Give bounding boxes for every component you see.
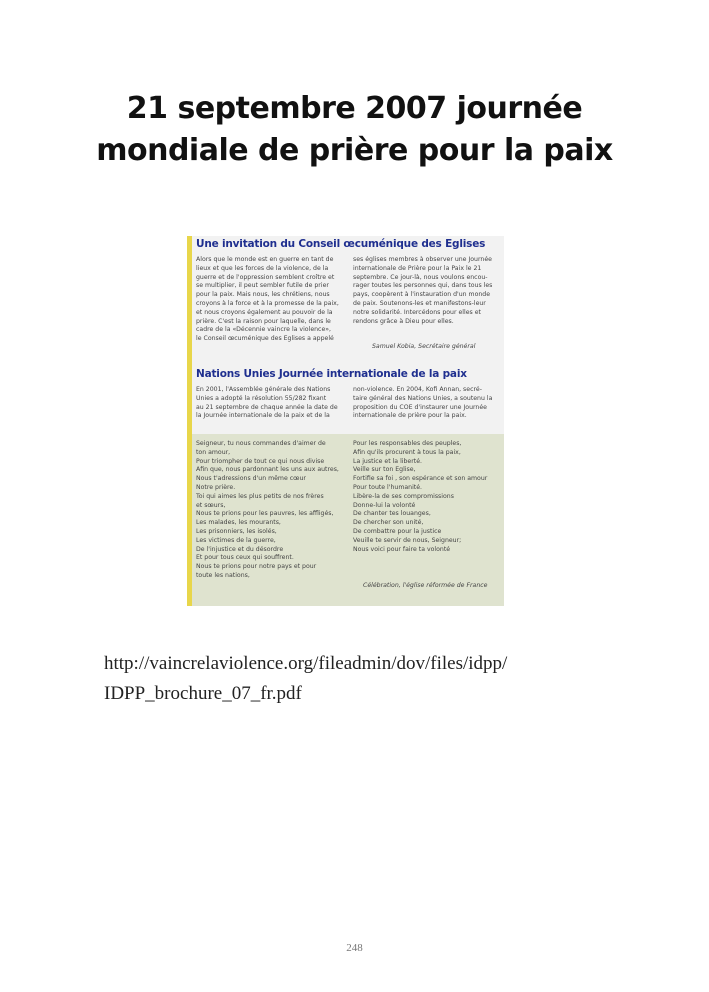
section1-right-text: ses églises membres à observer une Journée internationale de Prière pour la Paix le 21 septembre. Ce jour-là, nous voulons encou- rager toutes les personnes qui, dans tous les pays, coopèrent à l'instauration d'un monde de paix. Soutenons-les et manifestons-leur notre solidarité. Intercédons pour elles et rendons grâce à Dieu pour elles. [353,256,493,325]
brochure-image [187,236,504,606]
section1-signature: Samuel Kobia, Secrétaire général [372,343,476,350]
section2-heading: Nations Unies Journée internationale de la paix [196,368,467,380]
page-title: 21 septembre 2007 journée mondiale de prière pour la paix [96,91,613,168]
prayer-signature: Célébration, l'église réformée de France [363,582,488,589]
prayer-left-text: Seigneur, tu nous commandes d'aimer de ton amour, Pour triompher de tout ce qui nous divise Afin que, nous pardonnant les uns aux autres, Nous t'adressions d'un même cœur Notre prière. Toi qui aimes les plus petits de nos frères et sœurs, Nous te prions pour les pauvres, les affligés, Les malades, les mourants, Les prisonniers, les isolés, Les victimes de la guerre, De l'injustice et du désordre Et pour tous ceux qui souffrent. Nous te prions pour notre pays et pour toute les nations, [196,440,339,579]
section2-left-text: En 2001, l'Assemblée générale des Nations Unies a adopté la résolution 55/282 fixant au 21 septembre de chaque année la date de la Journée internationale de la paix et de la [196,386,338,420]
source-url: http://vaincrelaviolence.org/fileadmin/dov/files/idpp/ IDPP_brochure_07_fr.pdf [104,653,508,704]
section1-heading: Une invitation du Conseil œcuménique des Eglises [196,238,486,250]
prayer-right-text: Pour les responsables des peuples, Afin qu'ils procurent à tous la paix, La justice et la liberté. Veille sur ton Eglise, Fortifie sa foi , son espérance et son amour Pour toute l'humanité. Libère-la de ses compromissions Donne-lui la volonté De chanter tes louanges, De chercher son unité, De combattre pour la justice Veuille te servir de nous, Seigneur; Nous voici pour faire ta volonté [353,440,488,553]
section1-left-text: Alors que le monde est en guerre en tant de lieux et que les forces de la violence, de la guerre et de l'oppression semblent croître et se multiplier, il peut sembler futile de prier pour la paix. Mais nous, les chrétiens, nous croyons à la force et à la promesse de la paix, et nous croyons également au pouvoir de la prière. C'est la raison pour laquelle, dans le cadre de la «Décennie vaincre la violence», le Conseil œcuménique des Eglises a appelé [196,256,339,343]
page-number: 248 [346,942,363,954]
section2-right-text: non-violence. En 2004, Kofi Annan, secré- taire général des Nations Unies, a soutenu la proposition du COE d'instaurer une Journée internationale de prière pour la paix. [353,386,493,420]
